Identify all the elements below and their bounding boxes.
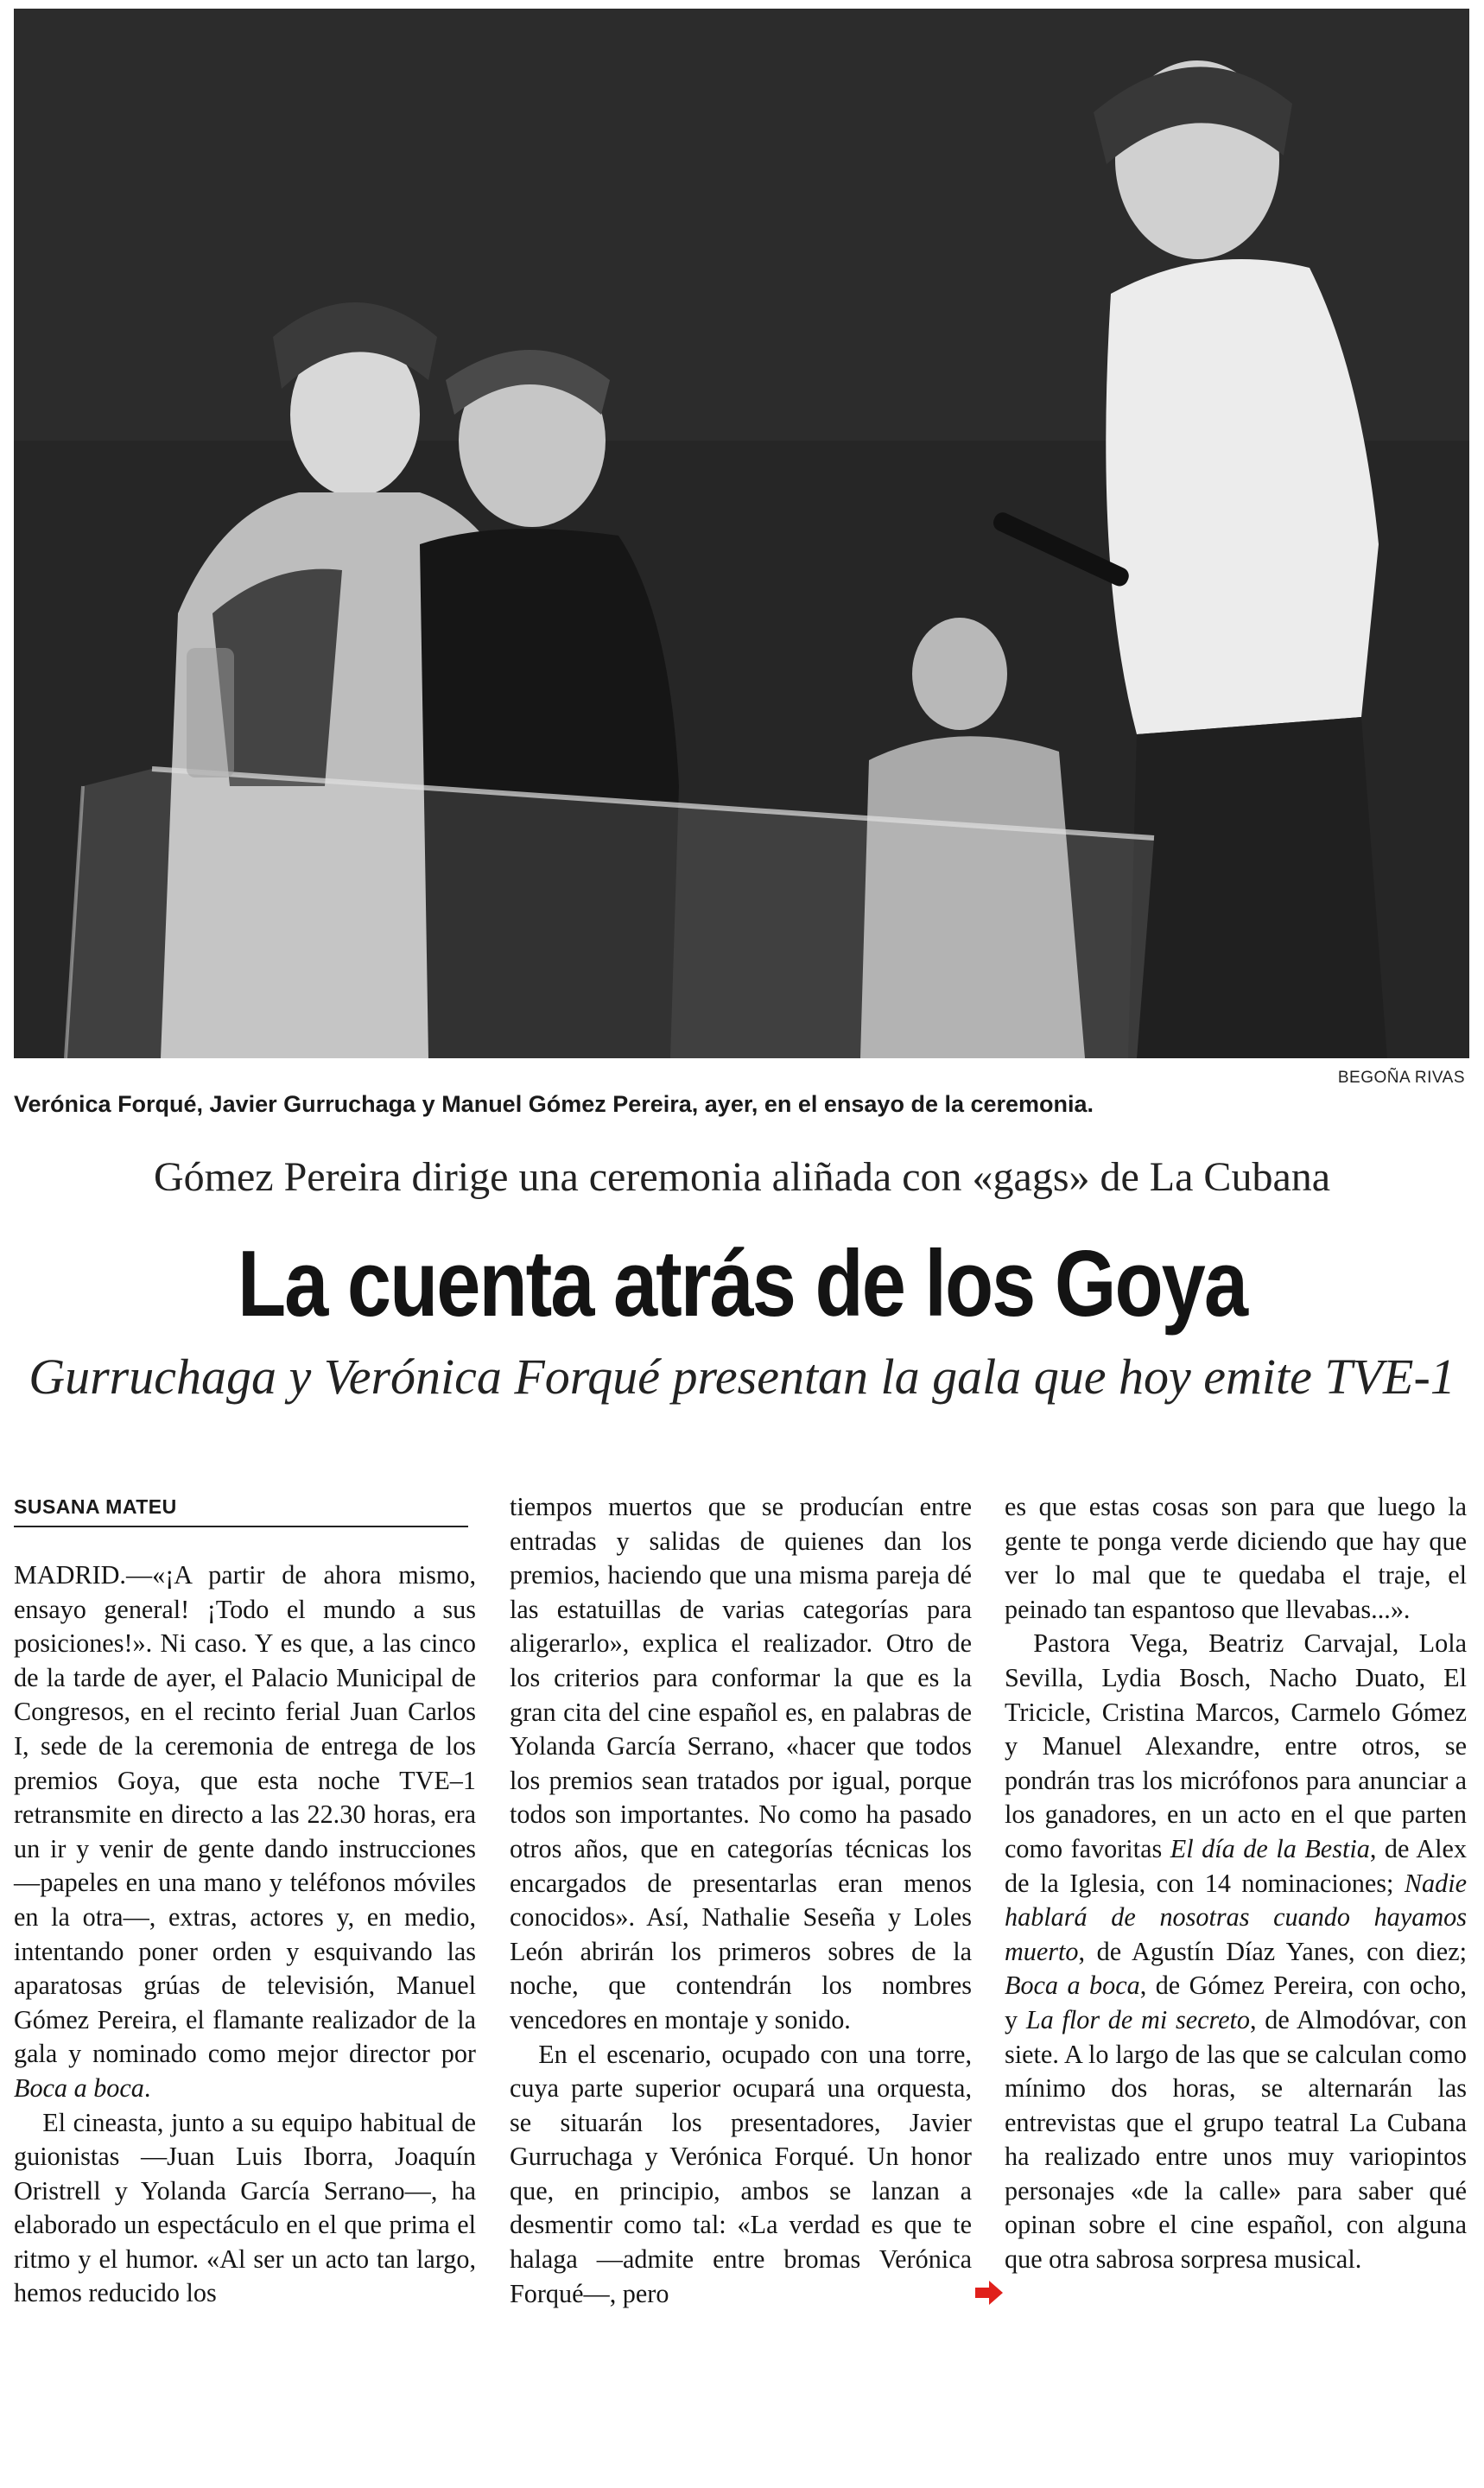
- text-run: , de Agustín Díaz Yanes, con diez;: [1078, 1936, 1467, 1966]
- paragraph: El cineasta, junto a su equipo habitual de guionistas —Juan Luis Iborra, Joaquín Oristrell y Yolanda García Serrano—, ha elaborado un espectáculo en el que prima el ritmo y el humor. «Al ser un acto tan largo, hemos reducido los: [14, 2107, 476, 2308]
- article-column-3: [1005, 1490, 1467, 2277]
- article-column-1: [14, 1558, 476, 2457]
- film-title: La flor de mi secreto: [1025, 2004, 1250, 2034]
- red-arrow-icon: [975, 2280, 1003, 2306]
- paragraph: es que estas cosas son para que luego la gente te ponga verde diciendo que hay que ver lo mal que te quedaba el traje, el peinado tan espantoso que llevabas...».: [1005, 1492, 1467, 1624]
- text-run: , de Almodóvar, con siete. A lo largo de las que se calculan como mínimo dos horas, se alternarán las entrevistas que el grupo teatral La Cubana ha realizado entre unos muy variopintos personajes «de la calle» para saber qué opinan sobre el cine español, con alguna que otra sabrosa sorpresa musical.: [1005, 2004, 1467, 2275]
- paragraph: [1005, 1627, 1467, 2276]
- text-run: .: [143, 2072, 151, 2103]
- film-title: Boca a boca: [14, 2072, 144, 2103]
- text-run: Pastora Vega, Beatriz Carvajal, Lola Sevilla, Lydia Bosch, Nacho Duato, El Tricicle, Cristina Marcos, Carmelo Gómez y Manuel Alexandre, entre otros, se pondrán tras los micrófonos para anunciar a los ganadores, en un acto en el que parten como favoritas: [1005, 1628, 1467, 1863]
- headline: La cuenta atrás de los Goya: [237, 1232, 1246, 1336]
- photo-illustration: [14, 9, 1469, 1058]
- text-run: , de Alex de la Iglesia, con 14 nominaciones;: [1005, 1833, 1467, 1898]
- text-run: MADRID.—«¡A partir de ahora mismo, ensayo general! ¡Todo el mundo a sus posiciones!». Ni caso. Y es que, a las cinco de la tarde de ayer, el Palacio Municipal de Congresos, en el recinto ferial Juan Carlos I, sede de la ceremonia de entrega de los premios Goya, que esta noche TVE–1 retransmite en directo a las 22.30 horas, era un ir y venir de gente dando instrucciones —papeles en una mano y teléfonos móviles en la otra—, extras, actores y, en medio, intentando poner orden y esquivando las aparatosas grúas de televisión, Manuel Gómez Pereira, el flamante realizador de la gala y nominado como mejor director por: [14, 1560, 476, 2069]
- kicker: Gómez Pereira dirige una ceremonia aliñada con «gags» de La Cubana: [153, 1154, 1331, 1200]
- photo-credit: BEGOÑA RIVAS: [1337, 1069, 1465, 1087]
- film-title: El día de la Bestia: [1170, 1833, 1370, 1863]
- paragraph: [14, 1558, 476, 2106]
- byline-rule: [14, 1526, 468, 1527]
- film-title: Boca a boca: [1005, 1971, 1140, 2001]
- subheadline: Gurruchaga y Verónica Forqué presentan la gala que hoy emite TVE-1: [29, 1349, 1455, 1405]
- photo-caption: Verónica Forqué, Javier Gurruchaga y Manuel Gómez Pereira, ayer, en el ensayo de la ceremonia.: [14, 1091, 1094, 1117]
- film-title: Nadie hablará de nosotras cuando hayamos muerto: [1005, 1868, 1467, 1966]
- article-column-2: [510, 1490, 972, 2311]
- paragraph: tiempos muertos que se producían entre entradas y salidas de quienes dan los premios, haciendo que una misma pareja dé las estatuillas de varias categorías para aligerarlo», explica el realizador. Otro de los criterios para conformar la que es la gran cita del cine español es, en palabras de Yolanda García Serrano, «hacer que todos los premios sean tratados por igual, porque todos son importantes. No como ha pasado otros años, que en categorías técnicas los encargados de presentarlas eran menos conocidos». Así, Nathalie Seseña y Loles León abrirán los primeros sobres de la noche, que contendrán los nombres vencedores en montaje y sonido.: [510, 1492, 972, 2034]
- news-photo: [14, 9, 1469, 1058]
- byline: SUSANA MATEU: [14, 1495, 177, 1518]
- paragraph: En el escenario, ocupado con una torre, cuya parte superior ocupará una orquesta, se situarán los presentadores, Javier Gurruchaga y Verónica Forqué. Un honor que, en principio, ambos se lanzan a desmentir como tal: «La verdad es que te halaga —admite entre bromas Verónica Forqué—, pero: [510, 2039, 972, 2308]
- text-run: , de Gómez Pereira, con ocho, y: [1005, 1971, 1467, 2034]
